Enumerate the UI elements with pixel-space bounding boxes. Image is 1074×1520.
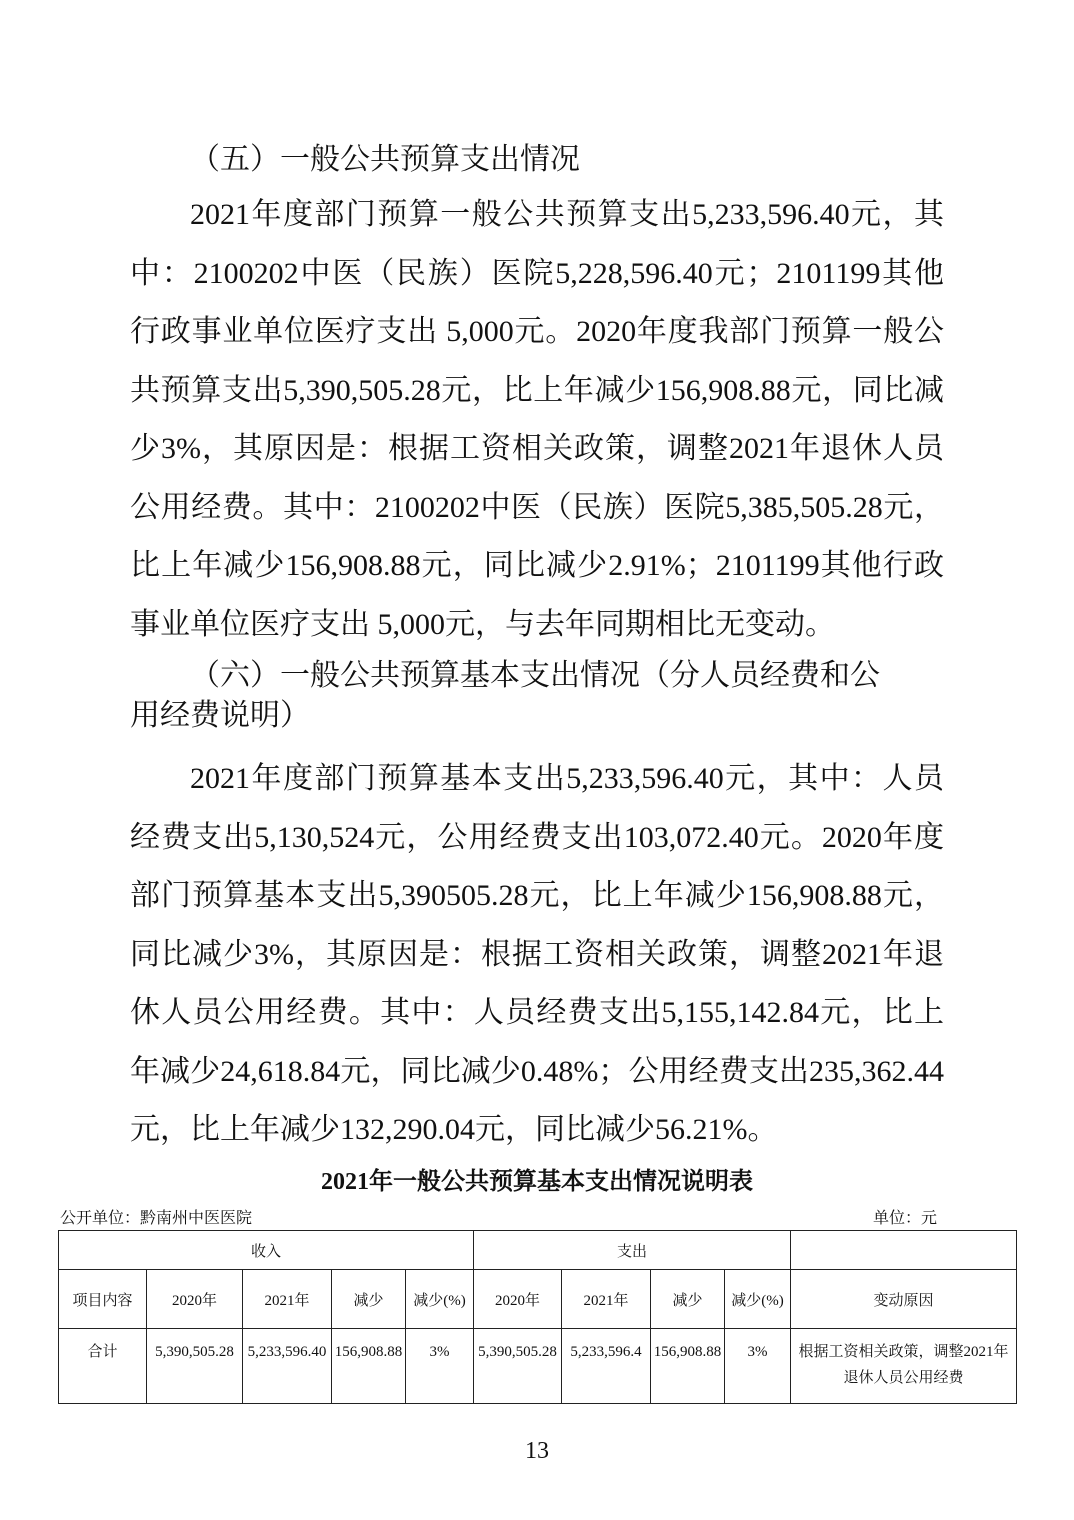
header-cell: 减少 [651,1270,725,1329]
header-cell: 减少 [332,1270,406,1329]
section-5-body [130,186,944,654]
table-header-row [59,1270,1017,1329]
table-cell: 3% [725,1329,791,1404]
header-cell: 2021年 [562,1270,651,1329]
header-cell: 2020年 [474,1270,562,1329]
section-5-heading: （五）一般公共预算支出情况 [190,143,580,176]
table-unit-right: 单位：元 [873,1210,938,1227]
table-cell: 5,390,505.28 [474,1329,562,1404]
section-6-heading-text: （六）一般公共预算基本支出情况（分人员经费和公用经费说明） [130,659,880,732]
table-cell: 5,233,596.40 [243,1329,332,1404]
table-cell: 156,908.88 [332,1329,406,1404]
table-cell: 合计 [59,1329,147,1404]
header-cell: 减少(%) [725,1270,791,1329]
section-6-body [130,750,944,1160]
table-title: 2021年一般公共预算基本支出情况说明表 [321,1169,753,1195]
table-cell: 5,233,596.4 [562,1329,651,1404]
table-cell: 3% [406,1329,474,1404]
header-cell: 2020年 [147,1270,243,1329]
header-cell: 2021年 [243,1270,332,1329]
change-reason-cell: 根据工资相关政策，调整2021年退休人员公用经费 [791,1329,1017,1404]
section-6-heading [130,656,886,736]
group-empty [791,1231,1017,1270]
section-6-body-text: 2021年度部门预算基本支出5,233,596.40元，其中：人员经费支出5,130,524元，公用经费支出103,072.40元。2020年度部门预算基本支出5,390505.28元，比上年减少156,908.88元，同比减少3%，其原因是：根据工资相关政策，调整2021年退休人员公用经费。其中：人员经费支出5,155,142.84元，比上年减少24,618.84元，同比减少0.48%；公用经费支出235,362.44元，比上年减少132,290.04元，同比减少56.21%。 [130,762,944,1146]
group-income: 收入 [59,1231,474,1270]
table-row [59,1329,1017,1404]
table-cell: 5,390,505.28 [147,1329,243,1404]
page-number: 13 [525,1438,549,1464]
budget-table [58,1230,1017,1404]
header-cell: 项目内容 [59,1270,147,1329]
group-expense: 支出 [474,1231,791,1270]
table-cell: 156,908.88 [651,1329,725,1404]
header-cell: 减少(%) [406,1270,474,1329]
table-group-row [59,1231,1017,1270]
header-cell: 变动原因 [791,1270,1017,1329]
table-unit-left: 公开单位：黔南州中医医院 [60,1210,253,1227]
section-5-body-text: 2021年度部门预算一般公共预算支出5,233,596.40元，其中：2100202中医（民族）医院5,228,596.40元；2101199其他行政事业单位医疗支出 5,000元。2020年度我部门预算一般公共预算支出5,390,505.28元，比上年减少156,908.88元，同比减少3%，其原因是：根据工资相关政策，调整2021年退休人员公用经费。其中：2100202中医（民族）医院5,385,505.28元，比上年减少156,908.88元，同比减少2.91%；2101199其他行政事业单位医疗支出 5,000元，与去年同期相比无变动。 [130,198,944,641]
